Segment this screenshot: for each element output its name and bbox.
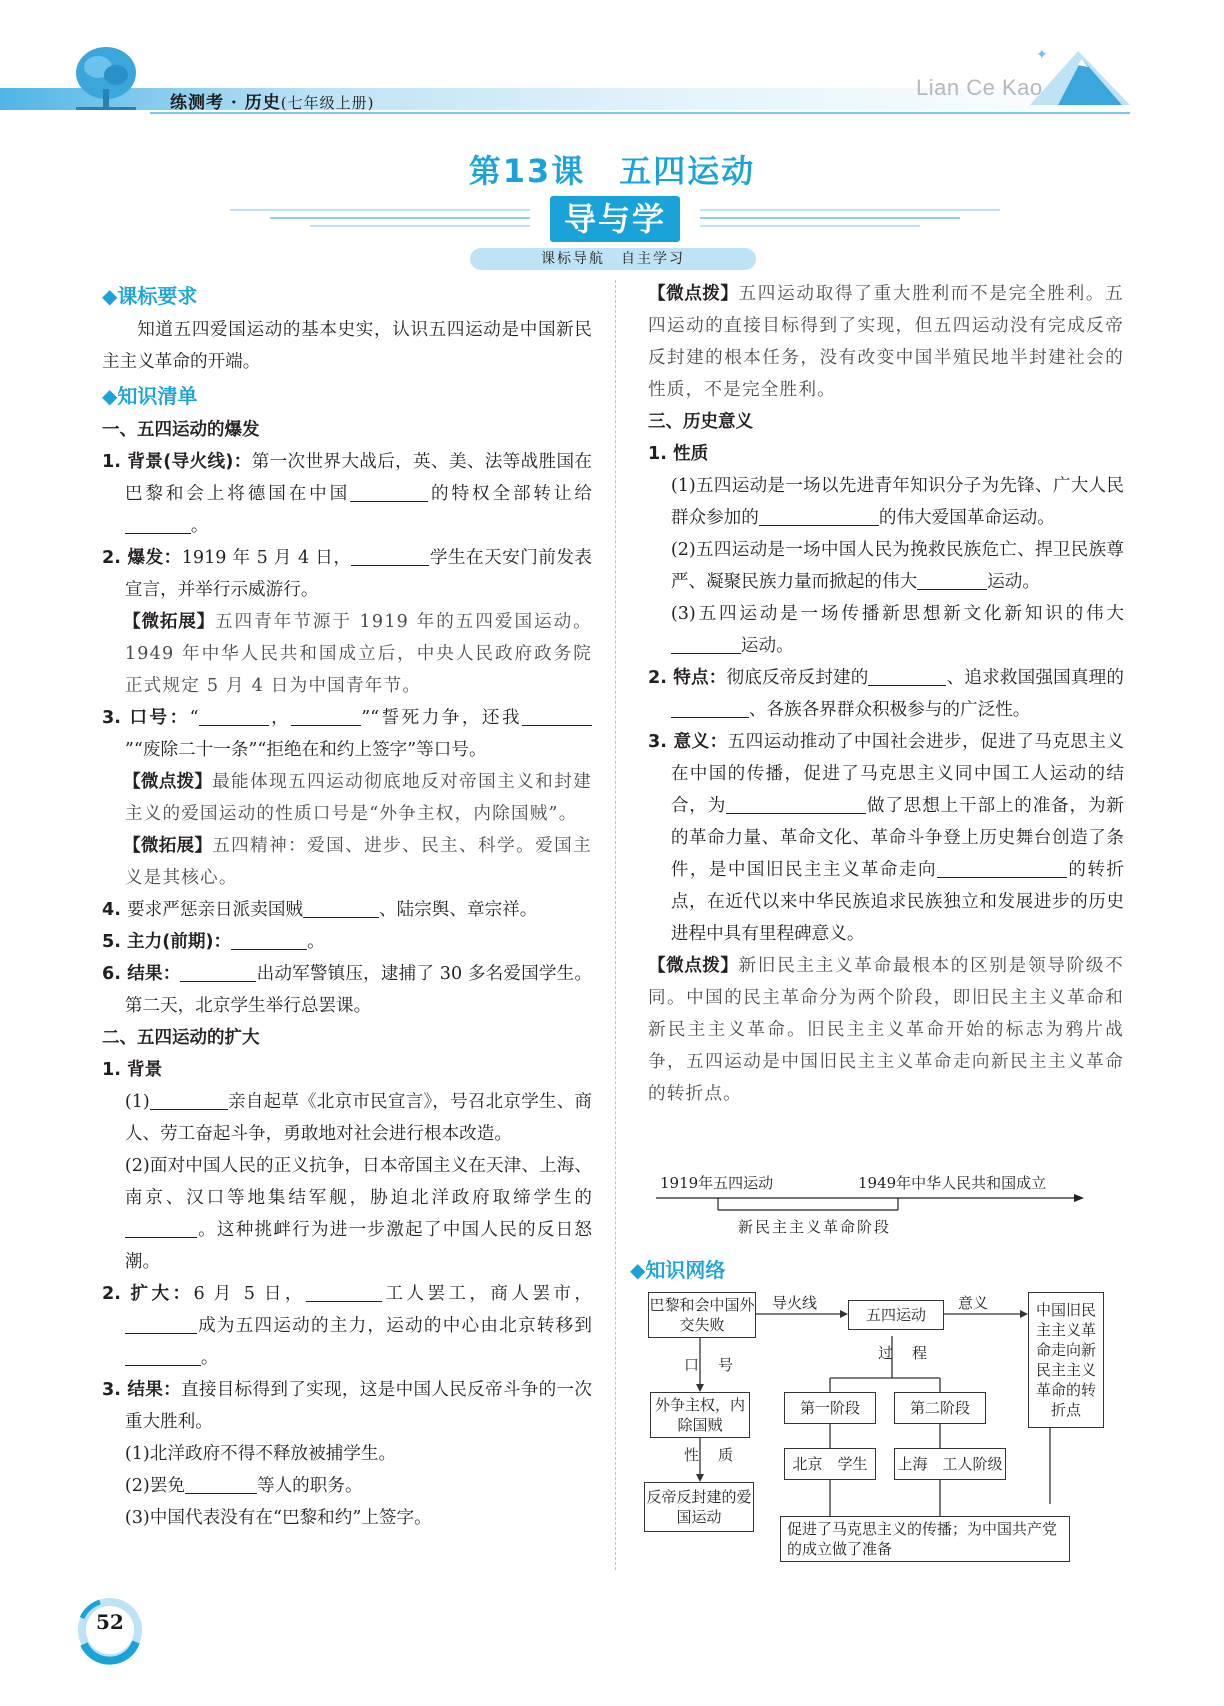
mountain-logo-icon (1030, 45, 1130, 107)
blank[interactable] (125, 1314, 197, 1334)
section-2-heading: 二、五四运动的扩大 (102, 1028, 260, 1048)
tree-logo-icon (70, 45, 142, 115)
blank[interactable] (231, 930, 307, 950)
note-tip-3: 【微点拨】新旧民主主义革命最根本的区别是领导阶级不同。中国的民主革命分为两个阶段，即旧民主主义革命和新民主主义革命。旧民主主义革命开始的标志为鸦片战争，五四运动是中国旧民主主义革命走向新民主主义革命的转折点。 (648, 956, 1124, 1104)
knowledge-network (640, 1278, 1110, 1568)
flow-label-nature: 性 质 (684, 1446, 736, 1464)
item-result-2: (2)罢免 等人的职务。 (124, 1476, 363, 1496)
flow-box-beijing: 北京 学生 (784, 1448, 876, 1480)
lesson-title: 第13课 五四运动 (468, 152, 756, 190)
blank[interactable] (350, 482, 428, 502)
flow-box-stage-2: 第二阶段 (894, 1392, 986, 1424)
flow-label-meaning: 意义 (958, 1294, 989, 1312)
item-expand-bg-1: (1) 亲自起草《北京市民宣言》，号召北京学生、商人、劳工奋起斗争，勇敢地对社会进行根本改造。 (124, 1092, 592, 1144)
item-nature-1: (1)五四运动是一场以先进青年知识分子为先锋、广大人民群众参加的 的伟大爱国革命运动。 (670, 476, 1124, 528)
item-features: 2. 特点：彻底反帝反封建的 、追求救国强国真理的、各族各界群众积极参与的广泛性。 (648, 668, 1124, 720)
item-main-force: 5. 主力(前期)： 。 (102, 932, 325, 952)
column-divider (615, 280, 616, 1570)
section-3-heading: 三、历史意义 (648, 412, 753, 432)
note-tip-1: 【微点拨】最能体现五四运动彻底地反对帝国主义和封建主义的爱国运动的性质口号是“外争主权，内除国贼”。 (123, 772, 592, 824)
flow-box-stage-1: 第一阶段 (784, 1392, 876, 1424)
item-significance: 3. 意义：五四运动推动了中国社会进步，促进了马克思主义在中国的传播，促进了马克思主义同中国工人运动的结合，为 做了思想上干部上的准备，为新的革命力量、革命文化、革命斗争登上历史舞台创造了条件，是中国旧民主主义革命走向 的转折点，在近代以来中华民族追求民族独立和发展进步的历史进程中具有里程碑意义。 (648, 732, 1124, 944)
flow-box-paris: 巴黎和会中国外交失败 (648, 1292, 756, 1338)
item-nature-3: (3)五四运动是一场传播新思想新文化新知识的伟大运动。 (670, 604, 1124, 656)
kebiao-heading: ◆课标要求 (102, 284, 198, 308)
blank[interactable] (125, 1218, 197, 1238)
timeline-stage-label: 新民主主义革命阶段 (738, 1218, 892, 1236)
blank[interactable] (125, 514, 191, 534)
item-result-1: (1)北洋政府不得不释放被捕学生。 (124, 1444, 397, 1464)
item-background: 1. 背景(导火线)：第一次世界大战后，英、美、法等战胜国在巴黎和会上将德国在中国 的特权全部转让给。 (102, 452, 592, 536)
flow-box-shanghai: 上海 工人阶级 (894, 1448, 1006, 1480)
flow-box-nature: 反帝反封建的爱国运动 (644, 1482, 754, 1532)
blank[interactable] (199, 706, 269, 726)
blank[interactable] (306, 1282, 382, 1302)
flow-label-fuse: 导火线 (772, 1294, 818, 1312)
blank[interactable] (522, 706, 592, 726)
timeline-left-label: 1919年五四运动 (660, 1174, 774, 1192)
item-expand-bg-2: (2)面对中国人民的正义抗争，日本帝国主义在天津、上海、南京、汉口等地集结军舰，胁迫北洋政府取缔学生的。这种挑衅行为进一步激起了中国人民的反日怒潮。 (124, 1156, 592, 1272)
item-nature-2: (2)五四运动是一场中国人民为挽救民族危亡、捍卫民族尊严、凝聚民族力量而掀起的伟大 运动。 (670, 540, 1124, 592)
flow-box-turning-point: 中国旧民主主义革命走向新民主主义革命的转折点 (1028, 1292, 1104, 1428)
page-number: 52 (96, 1610, 124, 1634)
blank[interactable] (868, 666, 946, 686)
right-column (648, 278, 1124, 1110)
note-tip-2: 【微点拨】五四运动取得了重大胜利而不是完全胜利。五四运动的直接目标得到了实现，但五四运动没有完成反帝反封建的根本任务，没有改变中国半殖民地半封建社会的性质，不是完全胜利。 (648, 284, 1124, 400)
item-expand-result: 3. 结果：直接目标得到了实现，这是中国人民反帝斗争的一次重大胜利。 (102, 1380, 592, 1432)
wangluo-heading: ◆知识网络 (630, 1258, 726, 1282)
banner-label: 导与学 (550, 196, 680, 242)
blank[interactable] (671, 634, 741, 654)
svg-text:✦: ✦ (1036, 47, 1048, 63)
flow-label-process: 过 程 (878, 1344, 930, 1362)
sub-banner: 课标导航 自主学习 (470, 248, 756, 270)
item-nature: 1. 性质 (648, 444, 709, 464)
revolution-timeline (648, 1168, 1088, 1238)
blank[interactable] (917, 570, 987, 590)
blank[interactable] (671, 698, 749, 718)
flow-box-marxism: 促进了马克思主义的传播；为中国共产党的成立做了准备 (780, 1516, 1070, 1562)
blank[interactable] (726, 794, 866, 814)
header-title: 练测考 · 历史(七年级上册) (170, 93, 375, 113)
item-result-3: (3)中国代表没有在“巴黎和约”上签字。 (124, 1508, 432, 1528)
blank[interactable] (291, 706, 361, 726)
blank[interactable] (937, 858, 1067, 878)
blank[interactable] (150, 1090, 228, 1110)
item-slogan: 3. 口号：“ ， ”“誓死力争，还我”“废除二十一条”“拒绝在和约上签字”等口号。 (102, 702, 592, 766)
blank[interactable] (303, 898, 379, 918)
item-expand-background: 1. 背景 (102, 1060, 163, 1080)
kebiao-text: 知道五四爱国运动的基本史实，认识五四运动是中国新民主主义革命的开端。 (102, 320, 592, 372)
blank[interactable] (185, 1474, 257, 1494)
item-expand: 2. 扩大：6 月 5 日， 工人罢工，商人罢市，成为五四运动的主力，运动的中心由北京转移到。 (102, 1284, 592, 1368)
page-header (0, 0, 1224, 130)
flow-label-slogan: 口 号 (684, 1356, 736, 1374)
item-outbreak: 2. 爆发：1919 年 5 月 4 日， 学生在天安门前发表宣言，并举行示威游行。 (102, 548, 592, 600)
blank[interactable] (759, 506, 879, 526)
section-1-heading: 一、五四运动的爆发 (102, 420, 260, 440)
note-extension-1: 【微拓展】五四青年节源于 1919 年的五四爱国运动。1949 年中华人民共和国成立后，中央人民政府政务院正式规定 5 月 4 日为中国青年节。 (123, 612, 592, 696)
blank[interactable] (351, 546, 429, 566)
qingdan-heading: ◆知识清单 (102, 384, 198, 408)
item-result: 6. 结果： 出动军警镇压，逮捕了 30 多名爱国学生。第二天，北京学生举行总罢课。 (102, 964, 592, 1016)
blank[interactable] (125, 1346, 201, 1366)
timeline-right-label: 1949年中华人民共和国成立 (858, 1174, 1047, 1192)
header-brand: Lian Ce Kao (916, 75, 1043, 100)
flow-box-wusi: 五四运动 (848, 1300, 944, 1330)
item-demand: 4. 要求严惩亲日派卖国贼 、陆宗舆、章宗祥。 (102, 900, 538, 920)
flow-box-slogan: 外争主权，内除国贼 (650, 1392, 750, 1438)
left-column (102, 278, 592, 1534)
blank[interactable] (180, 962, 256, 982)
note-extension-2: 【微拓展】五四精神：爱国、进步、民主、科学。爱国主义是其核心。 (123, 836, 592, 888)
